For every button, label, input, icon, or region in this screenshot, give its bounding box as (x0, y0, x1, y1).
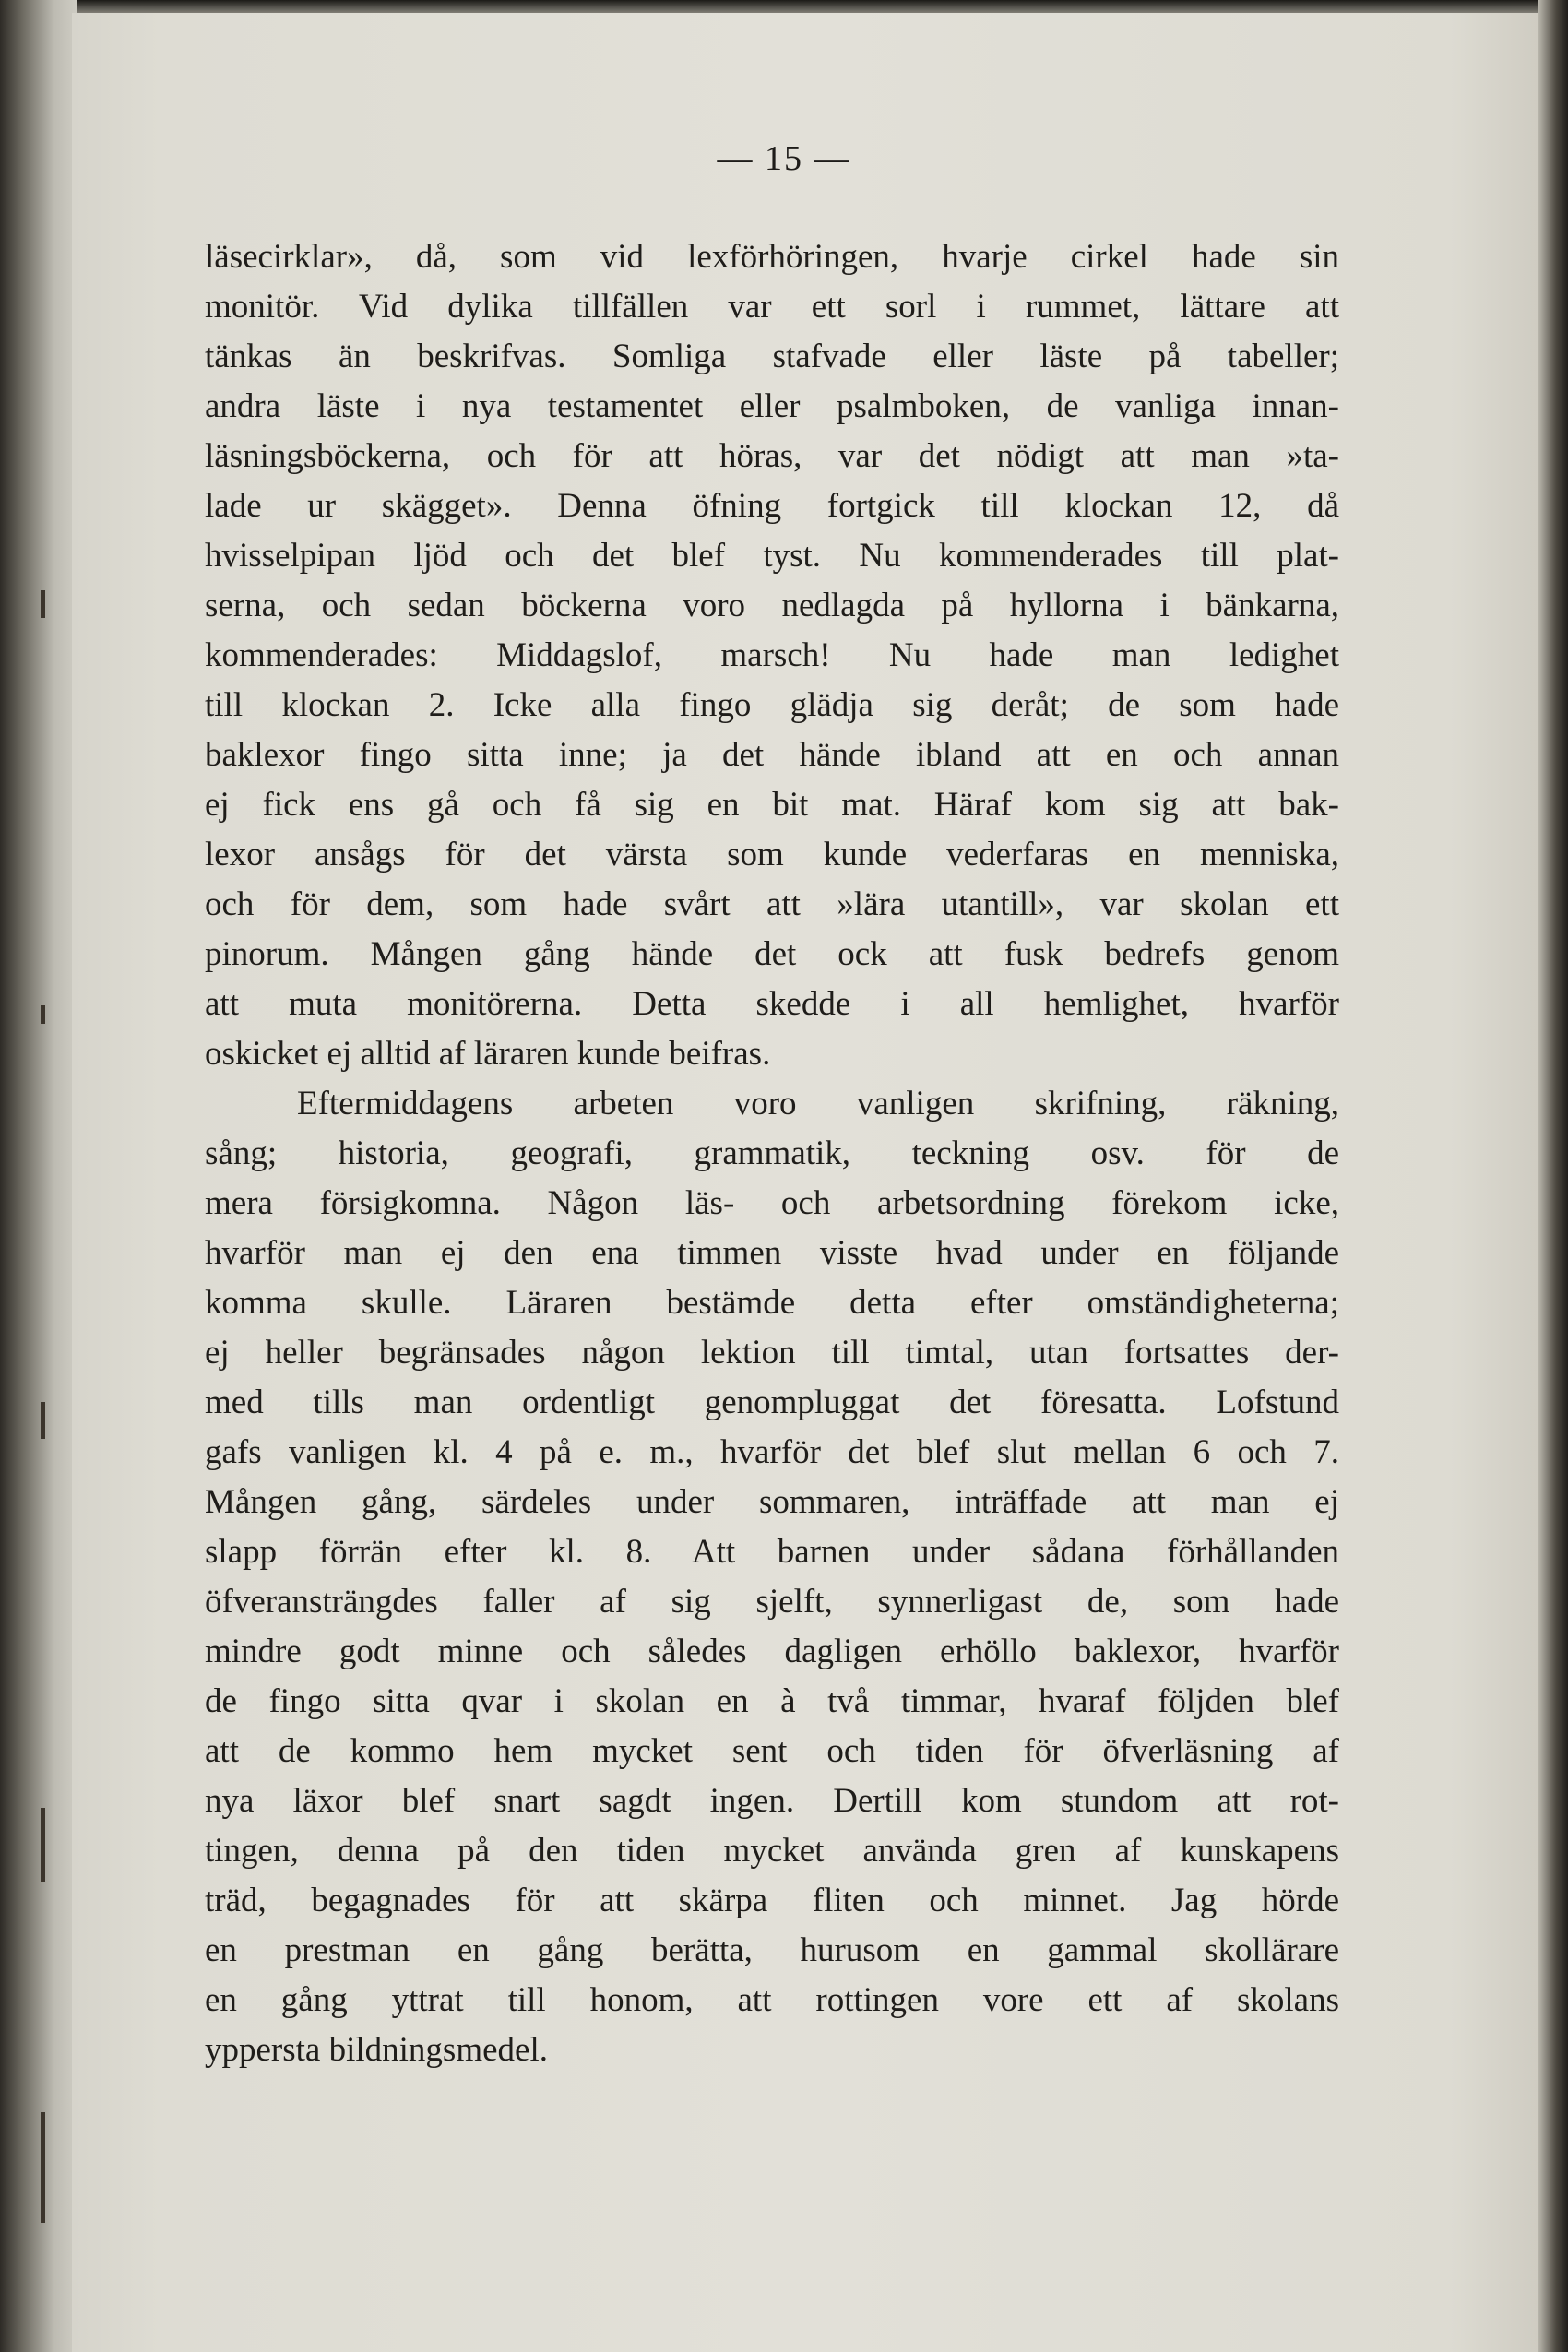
text-line: och för dem, som hade svårt att »lära utantill», var skolan ett (205, 885, 1339, 923)
text-line: monitör. Vid dylika tillfällen var ett sorl i rummet, lättare att (205, 288, 1339, 326)
spine-mark (41, 2112, 45, 2223)
book-spine-edge (0, 0, 77, 2352)
text-line: en gång yttrat till honom, att rottingen vore ett af skolans (205, 1981, 1339, 2019)
text-line: läsecirklar», då, som vid lexförhöringen, hvarje cirkel hade sin (205, 238, 1339, 276)
text-line: att de kommo hem mycket sent och tiden för öfverläsning af (205, 1732, 1339, 1770)
page-number: — 15 — (717, 139, 851, 178)
text-line: mindre godt minne och således dagligen erhöllo baklexor, hvarför (205, 1633, 1339, 1670)
text-line: serna, och sedan böckerna voro nedlagda på hyllorna i bänkarna, (205, 587, 1339, 624)
spine-mark (41, 1402, 45, 1439)
text-line: baklexor fingo sitta inne; ja det hände ibland att en och annan (205, 736, 1339, 774)
text-line: sång; historia, geografi, grammatik, teckning osv. för de (205, 1134, 1339, 1172)
text-line: Eftermiddagens arbeten voro vanligen skrifning, räkning, (297, 1085, 1339, 1123)
text-line: ej fick ens gå och få sig en bit mat. Häraf kom sig att bak- (205, 786, 1339, 824)
text-line: ej heller begränsades någon lektion till timtal, utan fortsattes der- (205, 1334, 1339, 1372)
text-line: mera försigkomna. Någon läs- och arbetsordning förekom icke, (205, 1184, 1339, 1222)
text-line: en prestman en gång berätta, hurusom en gammal skollärare (205, 1931, 1339, 1969)
text-line: tingen, denna på den tiden mycket använda gren af kunskapens (205, 1832, 1339, 1870)
spine-mark (41, 1005, 45, 1024)
text-line: att muta monitörerna. Detta skedde i all hemlighet, hvarför (205, 985, 1339, 1023)
text-line: med tills man ordentligt genompluggat det föresatta. Lofstund (205, 1384, 1339, 1421)
text-line: öfveransträngdes faller af sig sjelft, synnerligast de, som hade (205, 1583, 1339, 1621)
text-line: pinorum. Mången gång hände det ock att fusk bedrefs genom (205, 935, 1339, 973)
text-line: lexor ansågs för det värsta som kunde vederfaras en menniska, (205, 836, 1339, 873)
right-page-shadow (1538, 0, 1568, 2352)
text-line: nya läxor blef snart sagdt ingen. Dertill kom stundom att rot- (205, 1782, 1339, 1820)
text-line: hvisselpipan ljöd och det blef tyst. Nu kommenderades till plat- (205, 537, 1339, 575)
body-text (205, 232, 1339, 2075)
text-line: oskicket ej alltid af läraren kunde beifras. (205, 1035, 771, 1073)
text-line: läsningsböckerna, och för att höras, var det nödigt att man »ta- (205, 437, 1339, 475)
text-line: de fingo sitta qvar i skolan en à två timmar, hvaraf följden blef (205, 1682, 1339, 1720)
text-line: träd, begagnades för att skärpa fliten och minnet. Jag hörde (205, 1882, 1339, 1919)
text-line: kommenderades: Middagslof, marsch! Nu hade man ledighet (205, 636, 1339, 674)
text-line: komma skulle. Läraren bestämde detta efter omständigheterna; (205, 1284, 1339, 1322)
spine-mark (41, 590, 45, 618)
text-line: tänkas än beskrifvas. Somliga stafvade eller läste på tabeller; (205, 338, 1339, 375)
text-line: lade ur skägget». Denna öfning fortgick till klockan 12, då (205, 487, 1339, 525)
text-line: gafs vanligen kl. 4 på e. m., hvarför det blef slut mellan 6 och 7. (205, 1433, 1339, 1471)
text-line: yppersta bildningsmedel. (205, 2031, 548, 2069)
spine-mark (41, 1808, 45, 1882)
text-line: hvarför man ej den ena timmen visste hvad under en följande (205, 1234, 1339, 1272)
text-line: Mången gång, särdeles under sommaren, inträffade att man ej (205, 1483, 1339, 1521)
text-line: slapp förrän efter kl. 8. Att barnen under sådana förhållanden (205, 1533, 1339, 1571)
spine-marks (41, 0, 53, 2352)
text-line: andra läste i nya testamentet eller psalmboken, de vanliga innan- (205, 387, 1339, 425)
text-line: till klockan 2. Icke alla fingo glädja sig deråt; de som hade (205, 686, 1339, 724)
